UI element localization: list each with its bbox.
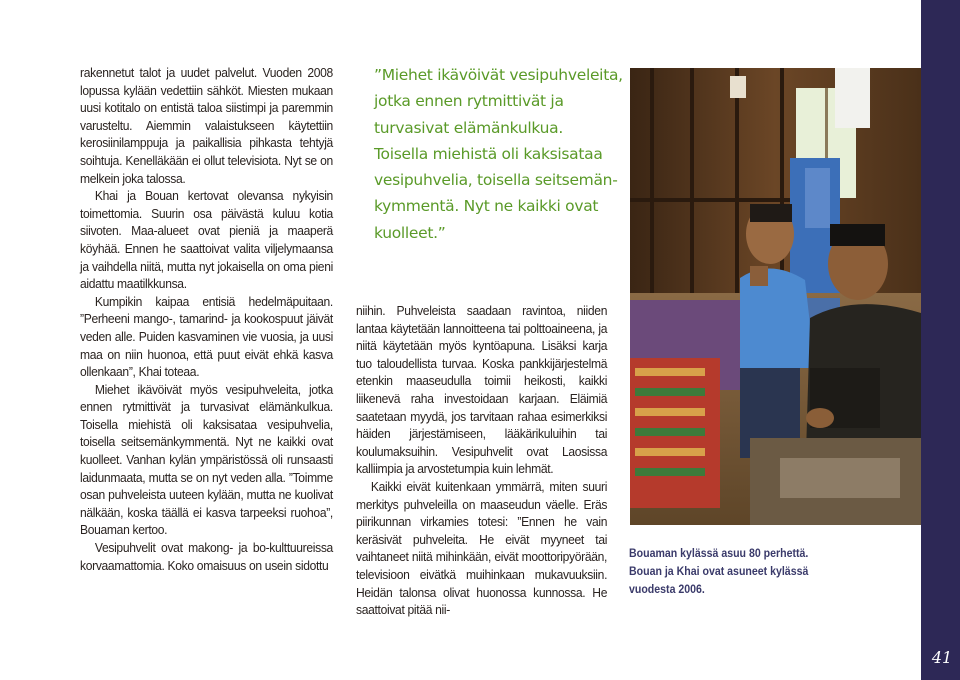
pull-quote-line: jotka ennen rytmittivät ja: [374, 92, 564, 111]
paragraph: Vesipuhvelit ovat makong- ja bo-kulttuureissa korvaamattomia. Koko omaisuus on usein sidottu: [80, 540, 333, 573]
paragraph: Miehet ikävöivät myös vesipuhveleita, jotka ennen rytmittivät ja turvasivat elämänkulkua. Toisella miehistä oli kaksisataa vesipuhvelia, toisella seitsemänkymmentä. Nyt ne kaikki ovat kuolleet. Vanhan kylän ympäristössä oli runsaasti laidunmaata, mutta se on nyt veden alla. ”Toimme osan puhveleista uuteen kylään, mutta ne kuolivat nälkään, koska täällä ei kasva tarpeeksi ruohoa”, Bouaman kertoo.: [80, 381, 333, 538]
pull-quote-line: turvasivat elämänkulkua.: [374, 118, 563, 137]
body-text-column-2: [356, 302, 607, 619]
side-color-bar: [921, 0, 960, 680]
pull-quote: [374, 62, 624, 246]
pull-quote-line: Toisella miehistä oli kaksisataa: [374, 144, 603, 163]
caption-line: Bouaman kylässä asuu 80 perhettä.: [629, 548, 809, 560]
page-number: 41: [931, 648, 953, 667]
paragraph: Kaikki eivät kuitenkaan ymmärrä, miten suuri merkitys puhveleilla on maaseudun väelle. Eräs piirikunnan virkamies totesi: ”Ennen he vain keräsivät puhveleita. He eivät myyneet tai vaihtaneet niitä mihinkään, eivät moottoripyörään, televisioon eivätkä muihinkaan mukavuuksiin. Heidän talonsa olivat huonossa kunnossa. He saattoivat pitää nii-: [356, 478, 608, 618]
paragraph: Kumpikin kaipaa entisiä hedelmäpuitaan. ”Perheeni mango-, tamarind- ja kookospuut jäivät veden alle. Puiden kasvaminen vie vuosia, ja uusi maa on niin huonoa, että puut eivät ehkä kasva ollenkaan”, Khai toteaa.: [80, 293, 333, 380]
photo-two-men-seated: [630, 68, 921, 525]
pull-quote-line: vesipuhvelia, toisella seitsemän-: [374, 171, 618, 190]
body-text-column-1: [80, 64, 333, 574]
pull-quote-line: kymmentä. Nyt ne kaikki ovat: [374, 197, 599, 216]
caption-line: Bouan ja Khai ovat asuneet kylässä: [629, 566, 809, 578]
paragraph: niihin. Puhveleista saadaan ravintoa, niiden lantaa käytetään lannoitteena tai polttoaineena, ja niitä käytetään myös kyntöapuna. Lisäksi karja tuo taloudellista turvaa. Koska pankkijärjestelmä etenkin maaseudulla toimii heikosti, kaikki liikenevä raha investoidaan karjaan. Eläimiä saatetaan myydä, jos tarvitaan rahaa esimerkiksi häiden järjestämiseen, lääkärikuluihin tai koulumaksuihin. Vesipuhvelit ovat Laosissa kalliimpia ja arvostetumpia kuin lehmät.: [356, 303, 608, 477]
photo-caption: [629, 545, 813, 599]
pull-quote-line: kuolleet.”: [374, 223, 446, 242]
paragraph: rakennetut talot ja uudet palvelut. Vuoden 2008 lopussa kylään vedettiin sähköt. Miesten mukaan uusi kotitalo on entistä taloa siistimpi ja paremmin varusteltu. Aiemmin valaistukseen käytettiin kerosiinilamppuja ja paikallisia pihkasta tehtyjä soihtuja. Kenelläkään ei ollut televisiota. Nyt se on melkein joka talossa.: [80, 65, 333, 186]
photo-illustration: [630, 68, 921, 525]
pull-quote-line: ”Miehet ikävöivät vesipuhveleita,: [374, 66, 623, 84]
paragraph: Khai ja Bouan kertovat olevansa nykyisin toimettomia. Suurin osa päivästä kuluu kotia siivoten. Maa-alueet ovat pieniä ja maaperä köyhää. Ennen he saattoivat valita viljelymaansa ja vaihdella niitä, mutta nyt jokaisella on oma pieni aidattu maatilkkunsa.: [80, 188, 333, 292]
caption-line: vuodesta 2006.: [629, 584, 705, 596]
